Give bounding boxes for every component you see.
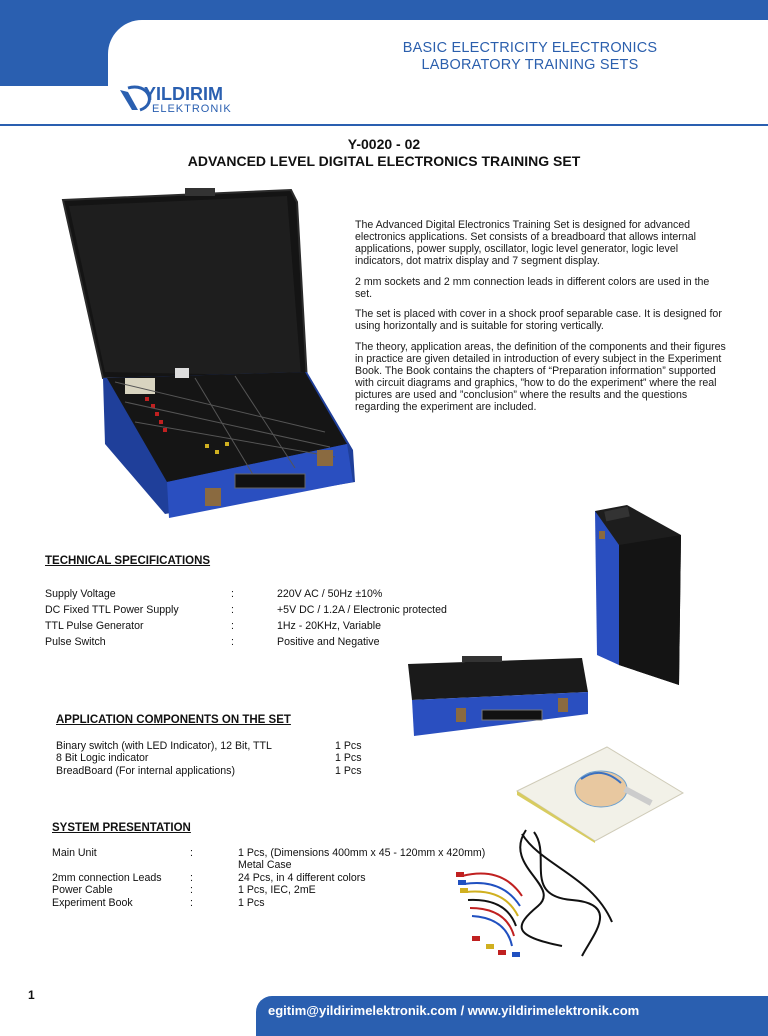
system-separator: : — [190, 847, 193, 859]
logo-sub-text: ELEKTRONIK — [152, 103, 232, 115]
system-value: Metal Case — [238, 859, 292, 872]
component-qty: 1 Pcs — [335, 752, 362, 765]
training-set-open-case-image — [55, 182, 355, 524]
technical-specifications-heading: TECHNICAL SPECIFICATIONS — [45, 555, 211, 567]
header-title-line2: LABORATORY TRAINING SETS — [421, 57, 639, 73]
system-value: 1 Pcs, (Dimensions 400mm x 45 - 120mm x 420mm) — [238, 847, 486, 859]
description-paragraph: The theory, application areas, the definition of the components and their figures in practice are given detailed in introduction of every subject in the Experiment Book. The Book contains the chapters of “Preparation information” supported with circuit diagrams and graphics, ”how to do the experiment” where the real pictures are used and ”conclusion” where the results and the questions regarding the experiment are included. — [355, 341, 726, 413]
spec-separator: : — [231, 588, 234, 600]
product-title-block — [0, 136, 768, 170]
spec-row — [45, 604, 505, 620]
company-logo — [118, 80, 278, 118]
component-label: 8 Bit Logic indicator — [56, 752, 149, 765]
connection-cables-image — [442, 826, 618, 962]
application-components-list — [56, 740, 376, 777]
component-label: BreadBoard (For internal applications) — [56, 764, 236, 777]
spec-row — [45, 636, 505, 652]
page-number: 1 — [28, 988, 35, 1002]
spec-label: Supply Voltage — [45, 588, 116, 600]
system-label: Experiment Book — [52, 896, 133, 909]
component-qty: 1 Pcs — [335, 740, 362, 752]
component-qty: 1 Pcs — [335, 764, 362, 777]
spec-value: 1Hz - 20KHz, Variable — [277, 620, 382, 632]
spec-separator: : — [231, 620, 234, 632]
technical-specifications-table — [45, 588, 505, 652]
description-paragraph: 2 mm sockets and 2 mm connection leads in different colors are used in the set. — [355, 275, 710, 300]
description-paragraph: The set is placed with cover in a shock proof separable case. It is designed for using horizontally and is suitable for storing vertically. — [355, 308, 722, 333]
spec-separator: : — [231, 604, 234, 616]
product-description — [355, 220, 727, 423]
system-separator: : — [190, 896, 193, 909]
header-divider — [0, 124, 768, 126]
spec-label: TTL Pulse Generator — [45, 620, 144, 632]
header-title-line1: BASIC ELECTRICITY ELECTRONICS — [402, 40, 658, 56]
spec-label: DC Fixed TTL Power Supply — [45, 604, 179, 616]
spec-value: +5V DC / 1.2A / Electronic protected — [277, 604, 447, 616]
spec-row — [45, 620, 505, 636]
application-components-heading: APPLICATION COMPONENTS ON THE SET — [56, 714, 291, 726]
logo-main-text: YILDIRIM — [144, 84, 223, 104]
system-separator: : — [190, 871, 193, 884]
system-label: 2mm connection Leads — [52, 871, 162, 884]
case-vertical-image — [585, 505, 685, 691]
system-presentation-heading: SYSTEM PRESENTATION — [52, 822, 191, 834]
system-value: 1 Pcs — [238, 896, 265, 909]
spec-separator: : — [231, 636, 234, 648]
spec-row — [45, 588, 505, 604]
system-separator: : — [190, 884, 193, 897]
case-closed-flat-image — [402, 652, 592, 742]
system-value: 1 Pcs, IEC, 2mE — [238, 884, 316, 897]
component-row — [56, 740, 376, 752]
component-row — [56, 765, 376, 777]
footer-contact[interactable]: egitim@yildirimelektronik.com / www.yildirimelektronik.com — [268, 1003, 640, 1018]
product-model: Y-0020 - 02 — [347, 136, 421, 152]
system-label: Power Cable — [52, 884, 113, 897]
header-title — [360, 40, 700, 74]
spec-value: Positive and Negative — [277, 636, 380, 648]
system-value: 24 Pcs, in 4 different colors — [238, 871, 366, 884]
spec-label: Pulse Switch — [45, 636, 106, 648]
description-paragraph: The Advanced Digital Electronics Training Set is designed for advanced electronics applications. Set consists of a breadboard that allows internal applications, power supply, oscillator, logic level generator, logic level indicators, dot matrix display and 7 segment display. — [355, 219, 696, 267]
spec-value: 220V AC / 50Hz ±10% — [277, 588, 383, 600]
component-label: Binary switch (with LED Indicator), 12 Bit, TTL — [56, 740, 272, 752]
system-label: Main Unit — [52, 847, 97, 859]
product-name: ADVANCED LEVEL DIGITAL ELECTRONICS TRAINING SET — [187, 153, 581, 169]
component-row — [56, 752, 376, 764]
